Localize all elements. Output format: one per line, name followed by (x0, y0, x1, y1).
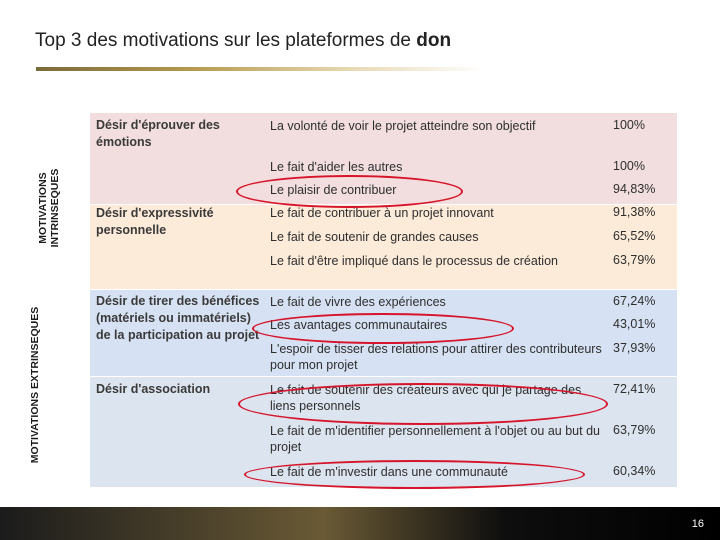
highlight-ellipse-avantages (252, 313, 514, 344)
intrinsic-label-line2: INTRINSEQUES (49, 168, 61, 248)
item-percentage: 63,79% (613, 423, 656, 437)
item-percentage: 72,41% (613, 382, 656, 396)
highlight-ellipse-communaute (244, 460, 585, 489)
item-percentage: 43,01% (613, 317, 656, 331)
item-text: L'espoir de tisser des relations pour attirer des contributeurs pour mon projet (270, 342, 602, 372)
group-name-benefits: Désir de tirer des bénéfices (matériels ou immatériels) de la participation au projet (96, 294, 260, 342)
item-text: Le fait de m'identifier personnellement à l'objet ou au but du projet (270, 424, 600, 454)
motivations-table (90, 113, 677, 487)
group-expressivity (90, 204, 677, 289)
item-text: Le fait d'aider les autres (270, 160, 403, 174)
item-text: Le fait de soutenir des créateurs avec qui je partage des liens personnels (270, 383, 582, 413)
group-name-association: Désir d'association (96, 382, 211, 396)
item-text: Le fait de m'investir dans une communauté (270, 465, 508, 479)
highlight-ellipse-plaisir (236, 175, 463, 208)
item-percentage: 63,79% (613, 253, 656, 267)
group-separator (90, 376, 677, 377)
slide-title-bold: don (416, 30, 452, 51)
item-text: Le fait de soutenir de grandes causes (270, 230, 479, 244)
item-text: Le plaisir de contribuer (270, 183, 397, 197)
highlight-ellipse-liens-personnels (238, 383, 608, 425)
item-percentage: 100% (613, 159, 645, 173)
item-percentage: 91,38% (613, 205, 656, 219)
item-percentage: 37,93% (613, 341, 656, 355)
item-text: La volonté de voir le projet atteindre son objectif (270, 119, 536, 133)
extrinsic-motivations-label: MOTIVATIONS EXTRINSEQUES (29, 306, 41, 464)
item-text: Le fait de vivre des expériences (270, 295, 446, 309)
item-text: Le fait d'être impliqué dans le processus de création (270, 254, 558, 268)
slide-title-text: Top 3 des motivations sur les plateformes de (35, 30, 417, 51)
group-separator (90, 289, 677, 290)
item-percentage: 94,83% (613, 182, 656, 196)
intrinsic-label-line1: MOTIVATIONS (37, 172, 49, 244)
footer-bar (0, 507, 720, 540)
item-percentage: 67,24% (613, 294, 656, 308)
item-percentage: 60,34% (613, 464, 656, 478)
slide-title (35, 30, 451, 52)
page-number: 16 (691, 518, 704, 530)
group-name-emotions: Désir d'éprouver des émotions (96, 118, 220, 149)
item-text: Les avantages communautaires (270, 318, 448, 332)
group-name-expressivity: Désir d'expressivité personnelle (96, 206, 214, 237)
item-percentage: 65,52% (613, 229, 656, 243)
intrinsic-motivations-label (37, 168, 63, 248)
item-percentage: 100% (613, 118, 645, 132)
title-underline (36, 67, 486, 71)
item-text: Le fait de contribuer à un projet innovant (270, 206, 494, 220)
